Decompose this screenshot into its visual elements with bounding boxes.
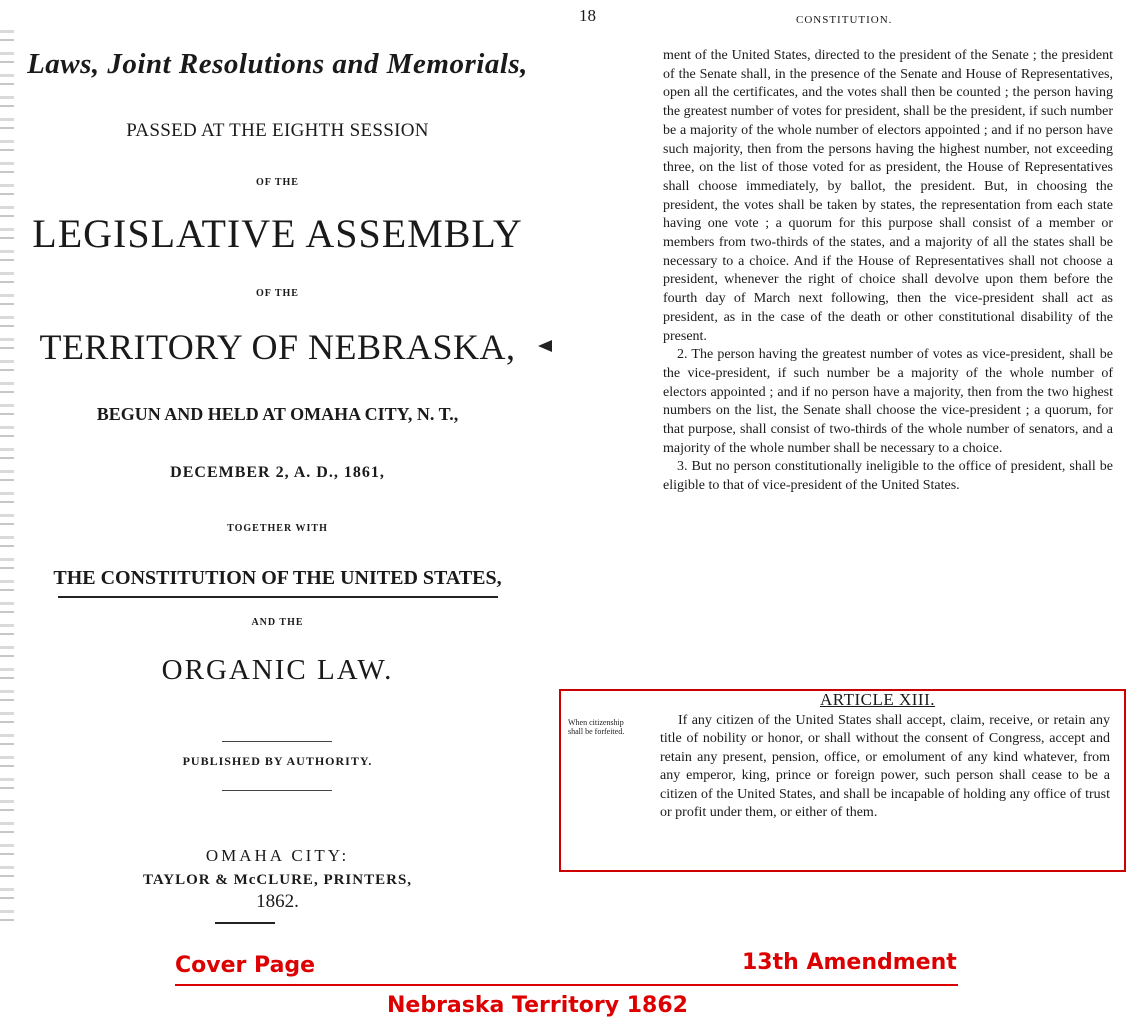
- cover-printers: TAYLOR & McCLURE, PRINTERS,: [142, 872, 413, 888]
- cover-city: OMAHA CITY:: [205, 846, 350, 865]
- page-number: 18: [579, 6, 596, 25]
- paragraph: 2. The person having the greatest number of votes as vice-president, shall be the vice-president, if such number be a majority of the whole number of electors appointed ; and if no person have a majority, then from the two highest numbers on the list, the Senate shall choose the vice-president ; a quorum, for that purpose, shall consist of two-thirds of the whole number of senators, and a majority of the whole number shall be necessary to a choice.: [663, 347, 1113, 456]
- cover-date: DECEMBER 2, A. D., 1861,: [170, 464, 385, 481]
- paragraph: ment of the United States, directed to the president of the Senate ; the president of the Senate shall, in the presence of the Senate and House of Representatives, open all the certificates, and the votes shall then be counted ; the person having the greatest number of votes for president, shall be the president, if such number be a majority of the whole number of electors appointed ; and if no person have such majority, then from the persons having the highest number, not exceeding three, on the list of those voted for as president, the House of Representatives shall choose immediately, by ballot, the president. But, in choosing the president, the votes shall be taken by states, the representation from each state having one vote ; a quorum for this purpose shall consist of a member or members from two-thirds of the states, and a majority of all the states shall be necessary to a choice. And if the House of Representatives shall not choose a president, whenever the right of choice shall devolve upon them before the fourth day of March next following, then the vice-president shall act as president, as in the case of the death or other constitutional disability of the present.: [663, 48, 1113, 344]
- cover-assembly: LEGISLATIVE ASSEMBLY: [32, 211, 523, 256]
- article-text: If any citizen of the United States shall accept, claim, receive, or retain any title of nobility or honor, or shall without the consent of Congress, accept and retain any present, pension, office, or emolument of any kind whatever, from any emperor, king, prince or foreign power, such person shall cease to be a citizen of the United States, and shall be incapable of holding any office of trust or profit under them, or either of them.: [660, 713, 1110, 821]
- margin-note: When citizenship shall be forfeited.: [568, 718, 625, 736]
- constitution-body: [663, 47, 1113, 496]
- article-title: ARTICLE XIII.: [820, 690, 936, 709]
- caption-13th-amendment: 13th Amendment: [742, 950, 957, 975]
- cover-organic-law: ORGANIC LAW.: [161, 654, 394, 686]
- cover-published: PUBLISHED BY AUTHORITY.: [182, 754, 373, 768]
- cover-territory: TERRITORY OF NEBRASKA,: [39, 327, 516, 367]
- cover-begun: BEGUN AND HELD AT OMAHA CITY, N. T.,: [96, 404, 459, 424]
- margin-arrow-icon: [538, 340, 552, 352]
- cover-year: 1862.: [256, 891, 299, 912]
- caption-cover-page: Cover Page: [175, 953, 316, 978]
- paragraph: 3. But no person constitutionally ineligible to the office of president, shall be eligible to that of vice-president of the United States.: [663, 459, 1113, 494]
- cover-rule: [222, 741, 332, 742]
- cover-page: [0, 0, 555, 945]
- cover-together-with: TOGETHER WITH: [227, 523, 328, 534]
- cover-rule: [58, 596, 498, 598]
- cover-and-the: AND THE: [251, 617, 304, 628]
- caption-underline: [175, 984, 958, 986]
- caption-nebraska-territory: Nebraska Territory 1862: [387, 993, 688, 1018]
- cover-rule: [215, 922, 275, 924]
- page-header: CONSTITUTION.: [796, 14, 893, 26]
- cover-constitution: THE CONSTITUTION OF THE UNITED STATES,: [53, 567, 502, 589]
- cover-of-the-1: OF THE: [256, 177, 299, 188]
- cover-title: Laws, Joint Resolutions and Memorials,: [27, 48, 528, 80]
- cover-passed-line: PASSED AT THE EIGHTH SESSION: [126, 120, 429, 141]
- cover-of-the-2: OF THE: [256, 288, 299, 299]
- cover-rule: [222, 790, 332, 791]
